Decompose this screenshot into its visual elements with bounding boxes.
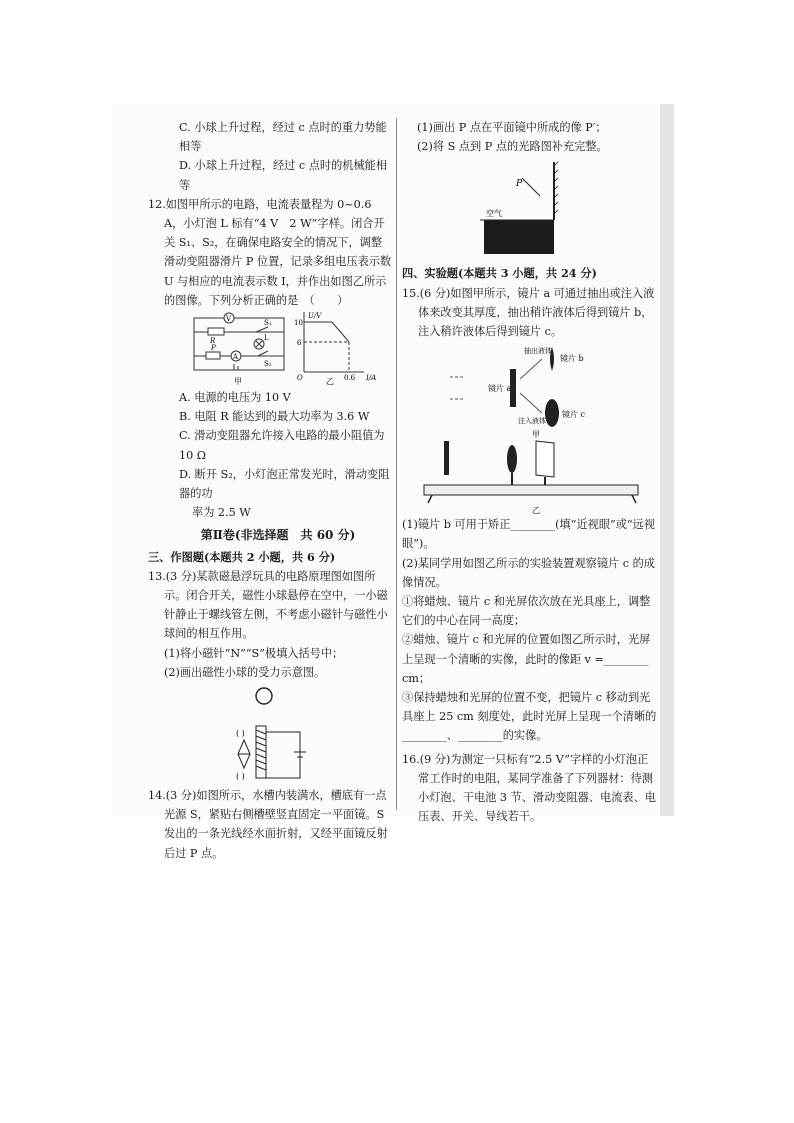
question-13 [148, 567, 392, 644]
q15-step-2: ②蜡烛、镜片 c 和光屏的位置如图乙所示时，光屏上呈现一个清晰的实像，此时的像距 v =________ cm； [402, 633, 651, 685]
switch-s2-label: S₂ [264, 360, 272, 369]
part-2-title: 第Ⅱ卷(非选择题 共 60 分) [200, 528, 356, 543]
figure-jia-label: 甲 [532, 430, 540, 440]
question-16 [402, 750, 658, 827]
figure-yi-label: 乙 [326, 377, 334, 387]
lens-c [545, 399, 559, 427]
option-b: B. 电阻 R 能达到的最大功率为 3.6 W [179, 410, 370, 424]
graph-origin: O [297, 374, 303, 383]
figure-yi-label: 乙 [532, 506, 540, 516]
q15-item-2: (2)某同学用如图乙所示的实验装置观察镜片 c 的成像情况。 [402, 556, 655, 589]
right-column [402, 118, 658, 826]
lens-diagram [402, 341, 658, 439]
figure-jia-label: 甲 [234, 377, 242, 387]
optical-bench-diagram [402, 439, 658, 515]
optical-bench [424, 485, 638, 495]
resistor-label: R [210, 337, 216, 346]
q14-item-2: (2)将 S 点到 P 点的光路图补充完整。 [417, 140, 608, 154]
question-number: 12. [148, 197, 166, 211]
section-4-heading: 四、实验题(本题共 3 小题，共 24 分) [402, 266, 597, 281]
question-number: 13. [148, 569, 166, 583]
q12-figures [164, 310, 392, 388]
maglev-circuit-diagram [164, 682, 392, 786]
q15-figure-jia [402, 341, 658, 439]
magnetic-ball [256, 688, 272, 704]
draw-out-label: 抽出液体 [524, 347, 552, 356]
candle [444, 441, 449, 475]
slider-label: P [211, 344, 216, 353]
lens-a-label: 镜片 a [488, 384, 512, 394]
q13-paren-top: ( ) [236, 729, 245, 739]
graph-x-axis-label: I/A [366, 374, 377, 383]
q15-step-1: ①将蜡烛、镜片 c 和光屏依次放在光具座上，调整它们的中心在同一高度； [402, 595, 651, 628]
air-label: 空气 [486, 209, 502, 219]
question-13-text: (3 分)某款磁悬浮玩具的电路原理图如图所示。闭合开关，磁性小球悬停在空中，一小磁针静止于螺线管左侧，不考虑小磁针与磁性小球间的相互作用。 [164, 569, 388, 641]
answer-parentheses: （ ） [303, 293, 349, 307]
column-divider [396, 118, 397, 810]
q14-item-1: (1)画出 P 点在平面镜中所成的像 P′； [417, 121, 607, 134]
graph-y-tick-10: 10 [294, 319, 303, 328]
q15-figure-yi [402, 439, 658, 515]
screen [536, 441, 554, 477]
lens-c-label: 镜片 c [562, 410, 586, 420]
left-column [148, 118, 392, 863]
question-12-text: 如图甲所示的电路，电流表量程为 0~0.6 A，小灯泡 L 标有“4 V 2 W”字样。闭合开关 S₁、S₂，在确保电路安全的情况下，调整滑动变阻器滑片 P 位置，记录多组电压表示数 U 与相应的电流表示数 I，并作出如图乙所示的图像。下列分析正确的是 [164, 197, 392, 307]
section-3-heading: 三、作图题(本题共 2 小题，共 6 分) [148, 549, 336, 564]
option-d: D. 断开 S₂，小灯泡正常发光时，滑动变阻器的功 [179, 467, 390, 501]
water-tank-mirror-diagram [402, 156, 658, 256]
option-c: C. 滑动变阻器允许接入电路的最小阻值为 10 Ω [179, 429, 385, 462]
q15-item-1: (1)镜片 b 可用于矫正________(填“近视眼”或“远视眼”)。 [402, 518, 656, 551]
q14-figure [402, 156, 658, 256]
option-d-previous: D. 小球上升过程，经过 c 点时的机械能相等 [179, 159, 388, 192]
q13-paren-bottom: ( ) [236, 772, 245, 782]
q12-circuit-and-graph [164, 310, 392, 388]
question-12 [148, 195, 392, 310]
voltmeter-label: V [226, 315, 232, 324]
lens-on-bench [507, 445, 517, 473]
water-tank [484, 220, 554, 254]
ammeter-label: A [233, 353, 239, 362]
graph-x-tick-0.6: 0.6 [344, 374, 356, 383]
question-14 [148, 786, 392, 863]
point-p-label: P [516, 179, 523, 190]
option-d-continued: 率为 2.5 W [192, 506, 251, 520]
question-number: 14. [148, 789, 166, 803]
inject-label: 注入液体 [518, 417, 546, 426]
q13-item-2: (2)画出磁性小球的受力示意图。 [164, 665, 326, 679]
option-a: A. 电源的电压为 10 V [179, 391, 291, 405]
graph-y-tick-6: 6 [297, 339, 302, 348]
q13-item-1: (1)将小磁针“N”“S”极填入括号中； [164, 646, 344, 660]
q15-step-3: ③保持蜡烛和光屏的位置不变，把镜片 c 移动到光具座上 25 cm 刻度处，此时光屏上呈现一个清晰的________、________的实像。 [402, 691, 657, 743]
lamp-label: L [264, 334, 269, 343]
question-15-text: (6 分)如图甲所示，镜片 a 可通过抽出或注入液体来改变其厚度，抽出稍许液体后得到镜片 b，注入稍许液体后得到镜片 c。 [418, 286, 655, 339]
switch-s1-label: S₁ [264, 319, 272, 328]
question-number: 16. [402, 752, 420, 766]
graph-y-axis-label: U/V [308, 312, 322, 321]
question-14-text: (3 分)如图所示，水槽内装满水，槽底有一点光源 S，紧贴右侧槽壁竖直固定一平面镜。S 发出的一条光线经水面折射，又经平面镜反射后过 P 点。 [164, 789, 388, 860]
lens-b-label: 镜片 b [560, 354, 584, 364]
scan-edge-shadow [660, 104, 674, 816]
q13-figure [164, 682, 392, 786]
question-15 [402, 284, 658, 342]
question-number: 15. [402, 286, 420, 300]
option-c-previous: C. 小球上升过程，经过 c 点时的重力势能相等 [179, 121, 387, 154]
question-16-text: (9 分)为测定一只标有“2.5 V”字样的小灯泡正常工作时的电阻，某同学准备了下列器材：待测小灯泡、干电池 3 节、滑动变阻器、电流表、电压表、开关、导线若干。 [418, 752, 656, 824]
